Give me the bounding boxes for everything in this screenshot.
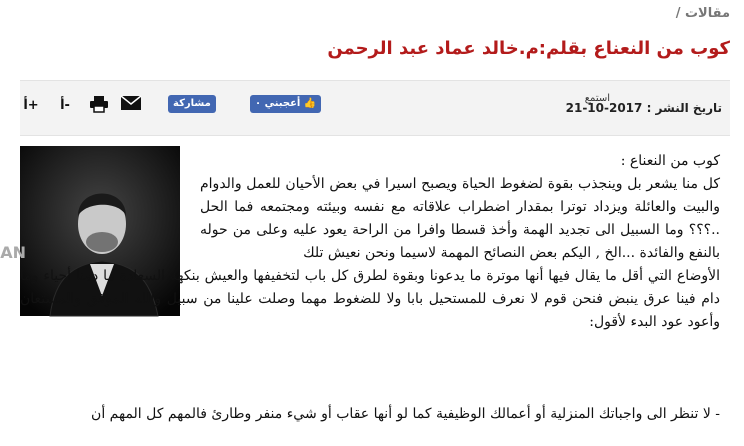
like-label: أعجبني ٠: [255, 98, 301, 109]
publish-date: تاريخ النشر : 2017-10-21: [565, 101, 722, 115]
print-icon[interactable]: [88, 95, 110, 117]
article-body: [200, 150, 720, 265]
font-increase-icon[interactable]: أ+: [23, 98, 39, 113]
article-heading: كوب من النعناع :: [620, 153, 720, 169]
article-paragraph-2: الأوضاع التي أقل ما يقال فيها أنها موترة ما يدعونا وبقوة لطرق كل باب لتخفيفها والعيش بنكهة السعادة ما دمنا أحياء وما دام فينا عرق ينبض فنحن قوم لا نعرف للمستحيل بابا ولا للضغوط مهما وصلت علينا من سبيل والله الموفق والمستعان وأعود عود البدء لأقول:: [20, 268, 720, 330]
article-paragraph-1: كل منا يشعر بل وينجذب بقوة لضغوط الحياة ويصبح اسيرا في بعض الأحيان للعمل والدوام والبيت والعائلة ويزداد توترا بمقدار اضطراب علاقاته مع نفسه وبيئته ومجتمعه فما الحل ..؟؟؟ وما السبيل الى تجديد الهمة وأخذ قسطا وافرا من الراحة يعود عليه وعلى من حوله بالنفع والفائدة ...الخ , اليكم بعض النصائح المهمة لاسيما ونحن نعيش تلك: [200, 176, 720, 261]
thumbs-up-icon: 👍: [303, 98, 317, 109]
breadcrumb[interactable]: مقالات /: [675, 6, 730, 21]
like-button[interactable]: [250, 95, 321, 113]
article-meta-bar: [20, 80, 730, 136]
page-title: كوب من النعناع بقلم:م.خالد عماد عبد الرحمن: [327, 38, 730, 59]
listen-button[interactable]: استمع: [584, 93, 610, 104]
article-tools: [20, 95, 160, 117]
photo-watermark: AN: [0, 243, 26, 262]
email-icon[interactable]: [120, 95, 142, 117]
share-button[interactable]: مشاركة: [168, 95, 216, 113]
article-bullet-1: - لا تنظر الى واجباتك المنزلية أو أعمالك الوظيفية كما لو أنها عقاب أو شيء منفر وطارئ فالمهم كل المهم أن: [91, 406, 720, 422]
font-decrease-icon[interactable]: أ-: [60, 98, 70, 113]
